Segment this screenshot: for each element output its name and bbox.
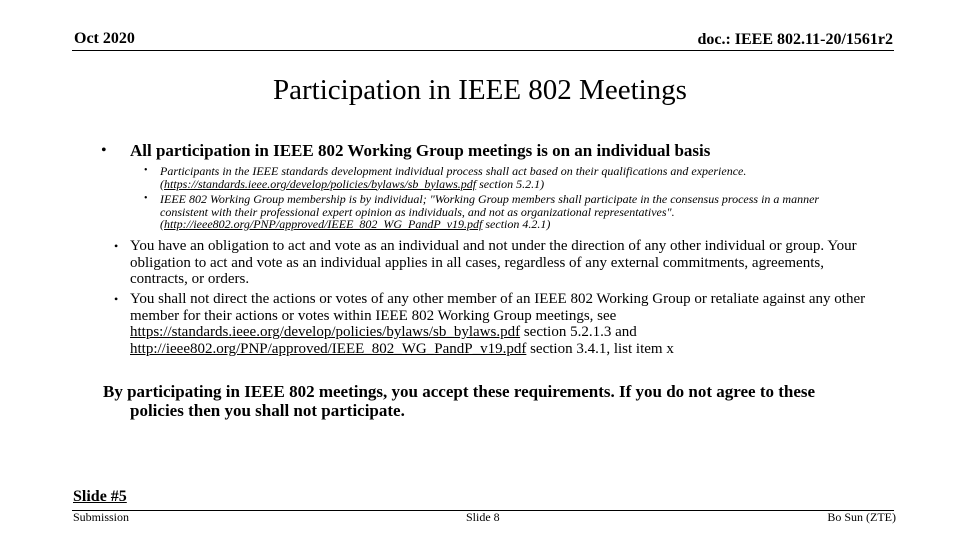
closing-statement: By participating in IEEE 802 meetings, you accept these requirements. If you do not agree to these policies then you shall not participate. [103, 382, 816, 420]
bullet-dot: • [101, 142, 107, 159]
slide-title: Participation in IEEE 802 Meetings [273, 74, 687, 106]
header-doc-id: doc.: IEEE 802.11-20/1561r2 [697, 31, 893, 48]
bullet-3 [130, 291, 868, 357]
slide-reference: Slide #5 [73, 488, 127, 505]
footer-author: Bo Sun (ZTE) [827, 510, 896, 524]
footer-submission: Submission [73, 510, 130, 524]
sub-bullet-2-section: section 4.2.1) [482, 217, 551, 231]
bullet-2-text: You have an obligation to act and vote as an individual and not under the direction of any other individual or group. Your obligation to act and vote as an individual applies in all cases, regardless of any external commitments, agreements, contracts, or orders. [130, 238, 857, 287]
sub-bullet-1-link[interactable]: https://standards.ieee.org/develop/policies/bylaws/sb_bylaws.pdf [164, 176, 477, 191]
sub-bullet-dot: • [144, 193, 148, 204]
sub-bullet-dot: • [144, 165, 148, 176]
footer-slide-number: Slide 8 [466, 510, 500, 524]
header-date: Oct 2020 [74, 30, 135, 47]
bullet-3-end: section 3.4.1, list item x [526, 340, 674, 357]
bullet-3-text: You shall not direct the actions or votes of any other member of an IEEE 802 Working Group or retaliate against any other member for their actions or votes within IEEE 802 Working Group meetings, see [130, 291, 866, 324]
sub-bullet-2-paren: ( [160, 217, 164, 231]
sub-bullet-2 [160, 193, 860, 231]
header-divider [72, 50, 894, 51]
sub-bullet-2-link[interactable]: http://ieee802.org/PNP/approved/IEEE_802_WG_PandP_v19.pdf [164, 217, 483, 231]
sub-bullet-1-text: Participants in the IEEE standards development individual process shall act based on their qualifications and experience. [160, 164, 747, 178]
bullet-dot: • [114, 292, 119, 306]
sub-bullet-2-text: IEEE 802 Working Group membership is by individual; "Working Group members shall participate in the consensus process in a manner consistent with their professional expert opinion as individuals, and not as organizational representatives". [160, 192, 820, 219]
sub-bullet-1 [160, 165, 860, 190]
bullet-3-mid: section 5.2.1.3 and [520, 324, 637, 340]
sub-bullet-1-section: section 5.2.1) [476, 176, 545, 191]
bullet-3-link-1[interactable]: https://standards.ieee.org/develop/policies/bylaws/sb_bylaws.pdf [130, 324, 521, 340]
sub-bullet-1-paren: ( [160, 176, 164, 191]
bullet-3-link-2[interactable]: http://ieee802.org/PNP/approved/IEEE_802_WG_PandP_v19.pdf [130, 340, 527, 357]
bullet-dot: • [114, 239, 119, 253]
main-bullet-text: All participation in IEEE 802 Working Group meetings is on an individual basis [130, 141, 711, 160]
